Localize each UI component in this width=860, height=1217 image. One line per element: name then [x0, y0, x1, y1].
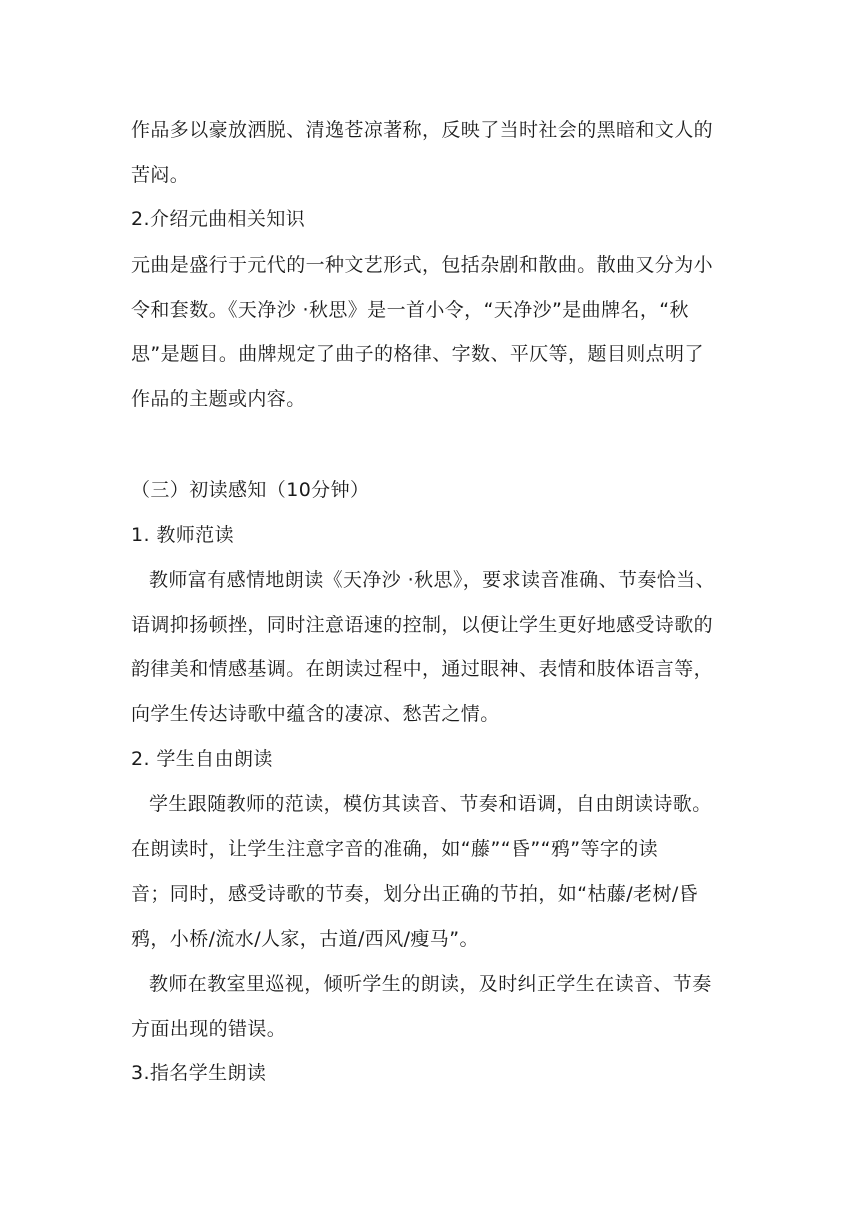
subsection-heading: 3.指名学生朗读 — [131, 1062, 267, 1084]
paragraph-line: 作品的主题或内容。 — [131, 388, 306, 410]
paragraph-line: 方面出现的错误。 — [131, 1018, 287, 1040]
paragraph-line: 鸦，小桥/流水/人家，古道/西风/瘦马”。 — [131, 928, 479, 950]
paragraph-line: 作品多以豪放洒脱、清逸苍凉著称，反映了当时社会的黑暗和文人的 — [131, 119, 714, 141]
paragraph-line: 在朗读时，让学生注意字音的准确，如“藤”“昏”“鸦”等字的读 — [131, 838, 659, 860]
paragraph-line: 苦闷。 — [131, 164, 190, 186]
section-heading: （三）初读感知（10分钟） — [131, 479, 370, 501]
subsection-heading: 2. 学生自由朗读 — [131, 748, 273, 770]
paragraph-line: 学生跟随教师的范读，模仿其读音、节奏和语调，自由朗读诗歌。 — [149, 793, 712, 815]
paragraph-line: 韵律美和情感基调。在朗读过程中，通过眼神、表情和肢体语言等， — [131, 658, 714, 680]
paragraph-line: 教师在教室里巡视，倾听学生的朗读，及时纠正学生在读音、节奏 — [149, 973, 712, 995]
paragraph-line: 教师富有感情地朗读《天净沙 ·秋思》，要求读音准确、节奏恰当、 — [149, 569, 715, 591]
paragraph-line: 元曲是盛行于元代的一种文艺形式，包括杂剧和散曲。散曲又分为小 — [131, 254, 714, 276]
paragraph-line: 思”是题目。曲牌规定了曲子的格律、字数、平仄等，题目则点明了 — [131, 343, 704, 365]
paragraph-line: 令和套数。《天净沙 ·秋思》是一首小令，“天净沙”是曲牌名，“秋 — [131, 299, 689, 321]
subsection-heading: 1. 教师范读 — [131, 524, 234, 546]
paragraph-line: 语调抑扬顿挫，同时注意语速的控制，以便让学生更好地感受诗歌的 — [131, 614, 714, 636]
paragraph-line: 音；同时，感受诗歌的节奏，划分出正确的节拍，如“枯藤/老树/昏 — [131, 883, 699, 905]
paragraph-line: 向学生传达诗歌中蕴含的凄凉、愁苦之情。 — [131, 703, 500, 725]
section-heading: 2.介绍元曲相关知识 — [131, 208, 306, 230]
